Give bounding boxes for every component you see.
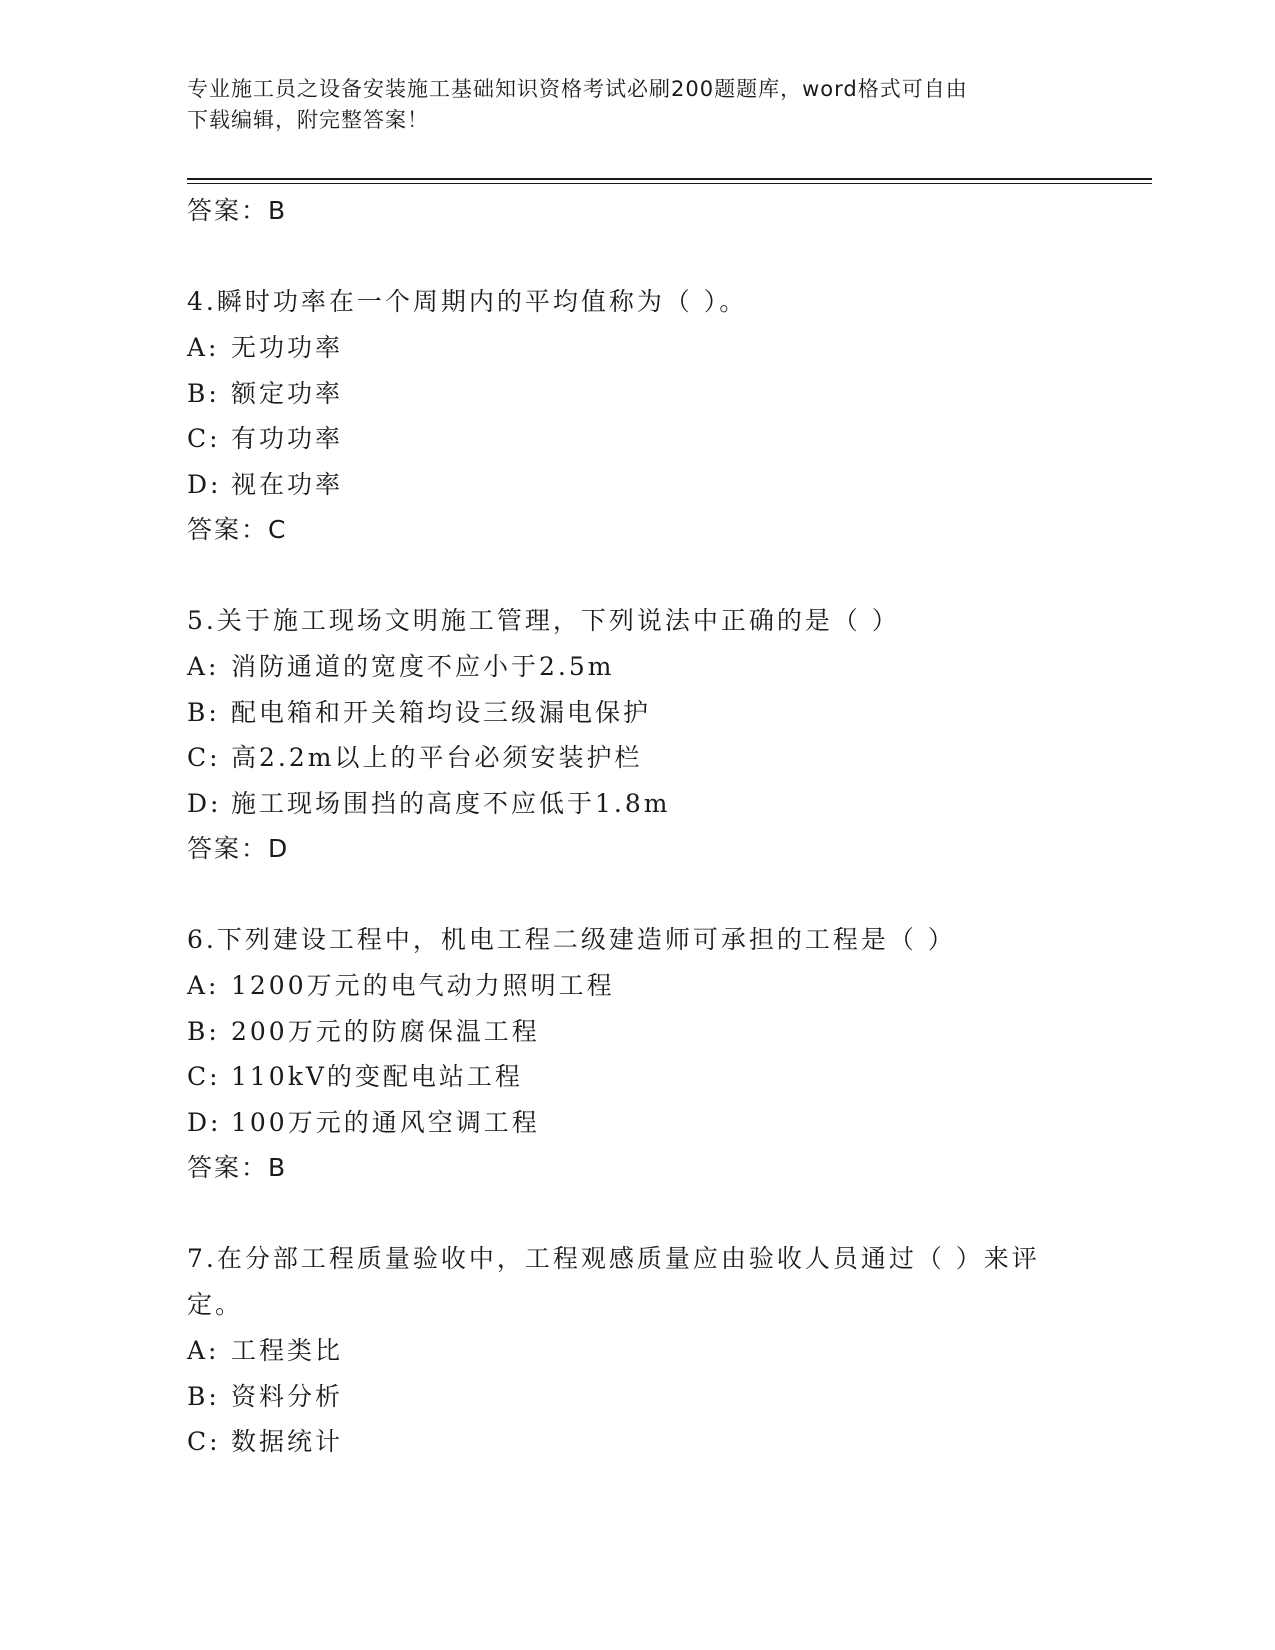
answer-line: 答案：C bbox=[187, 515, 288, 544]
document-header bbox=[187, 74, 1087, 136]
question-4 bbox=[187, 279, 1077, 553]
option-letter: B: bbox=[187, 378, 220, 408]
option-a bbox=[187, 644, 1077, 690]
option-text: 工程类比 bbox=[231, 1336, 344, 1365]
question-list bbox=[187, 188, 1077, 1465]
spacer bbox=[187, 234, 1077, 279]
question-stem: 4.瞬时功率在一个周期内的平均值称为（ ）。 bbox=[187, 287, 748, 316]
option-letter: A: bbox=[187, 1336, 220, 1365]
spacer bbox=[187, 872, 1077, 917]
question-6 bbox=[187, 917, 1077, 1191]
option-letter: B: bbox=[187, 697, 220, 727]
option-letter: D: bbox=[187, 469, 222, 499]
question-stem: 6.下列建设工程中，机电工程二级建造师可承担的工程是（ ） bbox=[187, 925, 956, 954]
option-b bbox=[187, 1374, 1077, 1420]
question-stem: 7.在分部工程质量验收中，工程观感质量应由验收人员通过（ ）来评定。 bbox=[187, 1244, 1040, 1319]
option-letter: C: bbox=[187, 1062, 221, 1091]
question-7 bbox=[187, 1236, 1077, 1465]
answer-line: 答案：D bbox=[187, 834, 290, 863]
option-c bbox=[187, 416, 1077, 462]
option-text: 数据统计 bbox=[231, 1427, 344, 1456]
answer-line: 答案：B bbox=[187, 1153, 288, 1182]
option-a bbox=[187, 963, 1077, 1009]
option-d bbox=[187, 781, 1077, 827]
option-c bbox=[187, 1419, 1077, 1465]
option-text: 资料分析 bbox=[231, 1381, 344, 1411]
spacer bbox=[187, 553, 1077, 598]
option-text: 配电箱和开关箱均设三级漏电保护 bbox=[231, 697, 652, 727]
option-text: 消防通道的宽度不应小于2.5m bbox=[231, 652, 615, 681]
option-text: 额定功率 bbox=[231, 378, 344, 408]
option-letter: A: bbox=[187, 971, 220, 1000]
spacer bbox=[187, 1191, 1077, 1236]
option-text: 视在功率 bbox=[231, 469, 344, 499]
option-a bbox=[187, 325, 1077, 371]
option-d bbox=[187, 462, 1077, 508]
option-letter: C: bbox=[187, 1427, 221, 1456]
option-letter: C: bbox=[187, 743, 221, 772]
option-text: 有功功率 bbox=[231, 424, 344, 453]
option-text: 200万元的防腐保温工程 bbox=[231, 1016, 540, 1046]
option-letter: D: bbox=[187, 788, 222, 818]
option-a bbox=[187, 1328, 1077, 1374]
question-5 bbox=[187, 598, 1077, 872]
option-text: 施工现场围挡的高度不应低于1.8m bbox=[231, 788, 671, 818]
option-d bbox=[187, 1100, 1077, 1146]
option-c bbox=[187, 735, 1077, 781]
header-line-2: 下载编辑，附完整答案！ bbox=[187, 108, 429, 132]
question-stem: 5.关于施工现场文明施工管理，下列说法中正确的是（ ） bbox=[187, 606, 900, 635]
option-b bbox=[187, 1009, 1077, 1055]
option-letter: A: bbox=[187, 333, 220, 362]
option-letter: A: bbox=[187, 652, 220, 681]
header-line-1: 专业施工员之设备安装施工基础知识资格考试必刷200题题库，word格式可自由 bbox=[187, 77, 968, 101]
option-c bbox=[187, 1054, 1077, 1100]
option-b bbox=[187, 690, 1077, 736]
option-text: 高2.2m以上的平台必须安装护栏 bbox=[231, 743, 643, 772]
option-text: 110kV的变配电站工程 bbox=[231, 1062, 523, 1091]
header-rule-thin bbox=[187, 183, 1152, 184]
option-letter: B: bbox=[187, 1381, 220, 1411]
option-text: 无功功率 bbox=[231, 333, 344, 362]
header-rule-thick bbox=[187, 178, 1152, 180]
answer-line: 答案：B bbox=[187, 196, 288, 225]
option-letter: C: bbox=[187, 424, 221, 453]
option-letter: B: bbox=[187, 1016, 220, 1046]
option-letter: D: bbox=[187, 1107, 222, 1137]
option-text: 100万元的通风空调工程 bbox=[231, 1107, 540, 1137]
option-b bbox=[187, 371, 1077, 417]
option-text: 1200万元的电气动力照明工程 bbox=[231, 971, 615, 1000]
